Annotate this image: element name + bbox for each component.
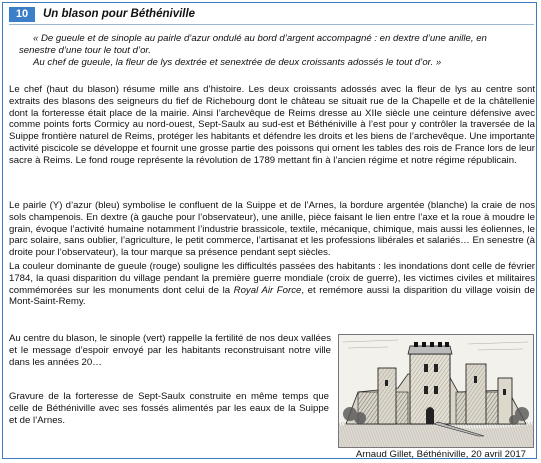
blazon-quote-1: « De gueule et de sinople au pairle d’azur ondulé au bord d’argent accompagné : en dextre d’une anille, en senestre d’une tour le tout d’or. [19, 33, 487, 57]
paragraph-gueule-text-1: La couleur dominante de gueule (rouge) souligne les difficultés passées des habitants : les inondations dont celle de février 1784, la quasi disparition du village pendant la première guerre mondiale (croix de guerre), les victimes civiles et militaires commémorées sur les monuments dont celui de la [9, 261, 535, 296]
fortress-engraving-image [338, 334, 534, 448]
paragraph-gueule [9, 261, 535, 308]
paragraph-gueule-text-2: , et remémore aussi la disparition du village voisin de Mont-Saint-Remy. [9, 284, 535, 308]
page-frame [2, 2, 537, 459]
page-title: Un blason pour Béthéniville [43, 8, 196, 20]
header [9, 7, 529, 23]
paragraph-chef: Le chef (haut du blason) résume mille ans d’histoire. Les deux croissants adossés avec la fleur de lys au centre sont extraits des blasons des seigneurs du fief de Richebourg dont le château se situait rue de la Chapelle et de la châtellenie dont la forteresse était place de la mairie. Ainsi l’archevêque de Reims dresse au XIIe siècle une ceinture défensive avec comme points forts Cormicy au nord-ouest, Sept-Saulx au sud-est et Béthéniville à l’est pour y contrôler la traversée de la Suippe frontière naturel de Reims, protéger les habitants et défendre les droits et les biens de l’archevêque. Une importante activité piscicole se développe et fournit une grosse partie des poissons qui ornent les tables des rois de France lors de leur sacre à Reims. Le fond rouge représente la révolution de 1789 mettant fin à l’ancien régime et notre régime républicain. [9, 84, 535, 166]
blazon-quote-2: Au chef de gueule, la fleur de lys dextrée et senextrée de deux croissants adossés le tout d’or. » [33, 57, 442, 68]
raf-italic: Royal Air Force [233, 284, 302, 296]
paragraph-pairle: Le pairle (Y) d’azur (bleu) symbolise le confluent de la Suippe et de l’Arnes, la bordure argentée (blanche) la craie de nos sols champenois. En dextre (à gauche pour l’observateur), une anille, pièce faisant le lien entre l’axe et la roue à moudre le grain, évoque l’activité humaine notamment l’industrie brassicole, textile, mécanique, chimique, mais aussi les éoliennes, le parc solaire, sans oublier, l’agriculture, le petit commerce, l’artisanat et les professions libérales et salariés… En senestre (à droite pour l’observateur), la tour marque sa présence pendant sept siècles. [9, 200, 535, 259]
engraving-caption: Gravure de la forteresse de Sept-Saulx construite en même temps que celle de Béthéniville avec ses fossés alimentés par les eaux de la Suippe et de l’Arnes. [9, 391, 329, 426]
header-divider [9, 24, 534, 25]
page-number-badge: 10 [9, 7, 35, 22]
paragraph-sinople: Au centre du blason, le sinople (vert) rappelle la fertilité de nos deux vallées et le message d’espoir envoyé par les habitants reconstruisant notre ville dans les années 20… [9, 333, 331, 368]
author-signature: Arnaud Gillet, Béthéniville, 20 avril 2017 [355, 449, 526, 460]
fortress-engraving [338, 334, 534, 448]
